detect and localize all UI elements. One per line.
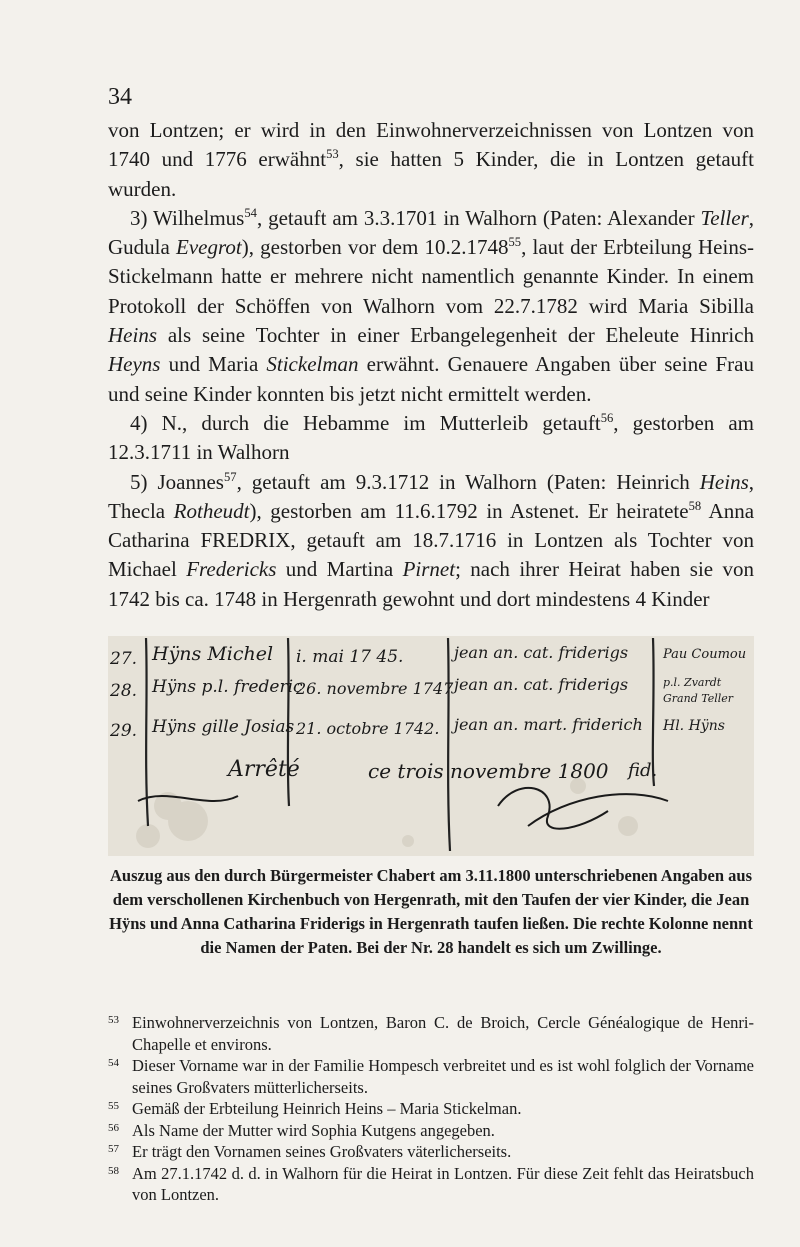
svg-text:fid.: fid. bbox=[628, 760, 658, 781]
svg-text:26. novembre 1747: 26. novembre 1747 bbox=[296, 679, 454, 698]
footnote-ref-55: 55 bbox=[508, 235, 522, 250]
footnote: 56 Als Name der Mutter wird Sophia Kutgens angegeben. bbox=[108, 1120, 495, 1140]
handwritten-register-image bbox=[108, 636, 754, 856]
svg-text:jean an. cat. friderigs: jean an. cat. friderigs bbox=[454, 643, 629, 662]
body-text bbox=[108, 116, 754, 614]
svg-text:ce trois novembre 1800: ce trois novembre 1800 bbox=[368, 759, 609, 783]
svg-text:Grand Teller: Grand Teller bbox=[663, 692, 734, 705]
svg-text:Hÿns Michel: Hÿns Michel bbox=[152, 643, 274, 665]
footnote-ref-53: 53 bbox=[326, 147, 339, 162]
footnote-ref-54: 54 bbox=[244, 205, 257, 220]
paragraph-1: von Lontzen; er wird in den Einwohnerverzeichnissen von Lontzen von 1740 und 1776 erwähnt$^{53}$, sie hatten 5 Kinder, die in Lontzen getauft wurden. bbox=[108, 118, 754, 201]
svg-text:Hÿns gille Josias: Hÿns gille Josias bbox=[152, 717, 295, 737]
footnote: 53 Einwohnerverzeichnis von Lontzen, Baron C. de Broich, Cercle Généalogique de Henri-Chapelle et environs. bbox=[108, 1013, 754, 1054]
svg-text:21. octobre 1742.: 21. octobre 1742. bbox=[296, 719, 440, 738]
paragraph-n: 4) N., durch die Hebamme im Mutterleib getauft$^{56}$, gestorben am 12.3.1711 in Walhorn bbox=[108, 410, 755, 465]
svg-text:p.l. Zvardt: p.l. Zvardt bbox=[663, 676, 722, 689]
footnotes bbox=[108, 1012, 754, 1206]
svg-text:Arrêté: Arrêté bbox=[228, 757, 300, 782]
svg-text:Pau Coumou: Pau Coumou bbox=[663, 647, 747, 662]
footnote: 58 Am 27.1.1742 d. d. in Walhorn für die Heirat in Lontzen. Für diese Zeit fehlt das Heiratsbuch von Lontzen. bbox=[108, 1163, 754, 1204]
svg-text:Hÿns p.l. frederic: Hÿns p.l. frederic bbox=[152, 677, 303, 697]
footnote: 54 Dieser Vorname war in der Familie Hompesch verbreitet und es ist wohl folglich der Vorname seines Großvaters mütterlicherseits. bbox=[108, 1056, 754, 1097]
footnote-ref-57: 57 bbox=[223, 469, 237, 484]
footnote: 57 Er trägt den Vornamen seines Großvaters väterlicherseits. bbox=[108, 1142, 512, 1161]
register-scan-drawing bbox=[108, 636, 754, 856]
footnote-ref-56: 56 bbox=[600, 410, 614, 425]
paragraph-joannes: 5) Joannes$^{57}$, getauft am 9.3.1712 in Walhorn (Paten: Heinrich Heins, Thecla Rotheudt), gestorben am 11.6.1792 in Astenet. Er heiratete$^{58}$ Anna Catharina FREDRIX, getauft am 18.7.1716 in Lontzen als Tochter von Michael Fredericks und Martina Pirnet; nach ihrer Heirat haben sie von 1742 bis ca. 1748 in Hergenrath gewohnt und dort mindestens 4 Kinder bbox=[108, 469, 755, 611]
svg-text:Hl. Hÿns: Hl. Hÿns bbox=[663, 718, 725, 734]
image-caption: Auszug aus den durch Bürgermeister Chabert am 3.11.1800 unterschriebenen Angaben aus dem verschollenen Kirchenbuch von Hergenrath, mit den Taufen der vier Kinder, die Jean Hÿns und Anna Catharina Friderigs in Hergenrath taufen ließen. Die rechte Kolonne nennt die Namen der Paten. Bei der Nr. 28 handelt es sich um Zwillinge. bbox=[109, 866, 753, 957]
svg-text:29.: 29. bbox=[110, 721, 138, 741]
svg-text:jean an. mart. friderich: jean an. mart. friderich bbox=[454, 715, 643, 734]
footnote: 55 Gemäß der Erbteilung Heinrich Heins – Maria Stickelman. bbox=[108, 1099, 522, 1118]
svg-text:27.: 27. bbox=[110, 649, 138, 669]
svg-text:jean an. cat. friderigs: jean an. cat. friderigs bbox=[454, 675, 629, 694]
footnote-ref-58: 58 bbox=[688, 498, 702, 513]
svg-text:i. mai 17 45.: i. mai 17 45. bbox=[296, 647, 404, 667]
svg-text:28.: 28. bbox=[110, 681, 138, 701]
page-number: 34 bbox=[108, 84, 132, 110]
paragraph-wilhelmus: 3) Wilhelmus$^{54}$, getauft am 3.3.1701 in Walhorn (Paten: Alexander Teller, Gudula Evegrot), gestorben vor dem 10.2.1748$^{55}$, laut der Erbteilung Heins-Stickelmann hatte er mehrere nicht namentlich genannte Kinder. In einem Protokoll der Schöffen von Walhorn vom 22.7.1782 wird Maria Sibilla Heins als seine Tochter in einer Erbangelegenheit der Eheleute Hinrich Heyns und Maria Stickelman erwähnt. Genauere Angaben über seine Frau und seine Kinder konnten bis jetzt nicht ermittelt werden. bbox=[108, 205, 754, 406]
